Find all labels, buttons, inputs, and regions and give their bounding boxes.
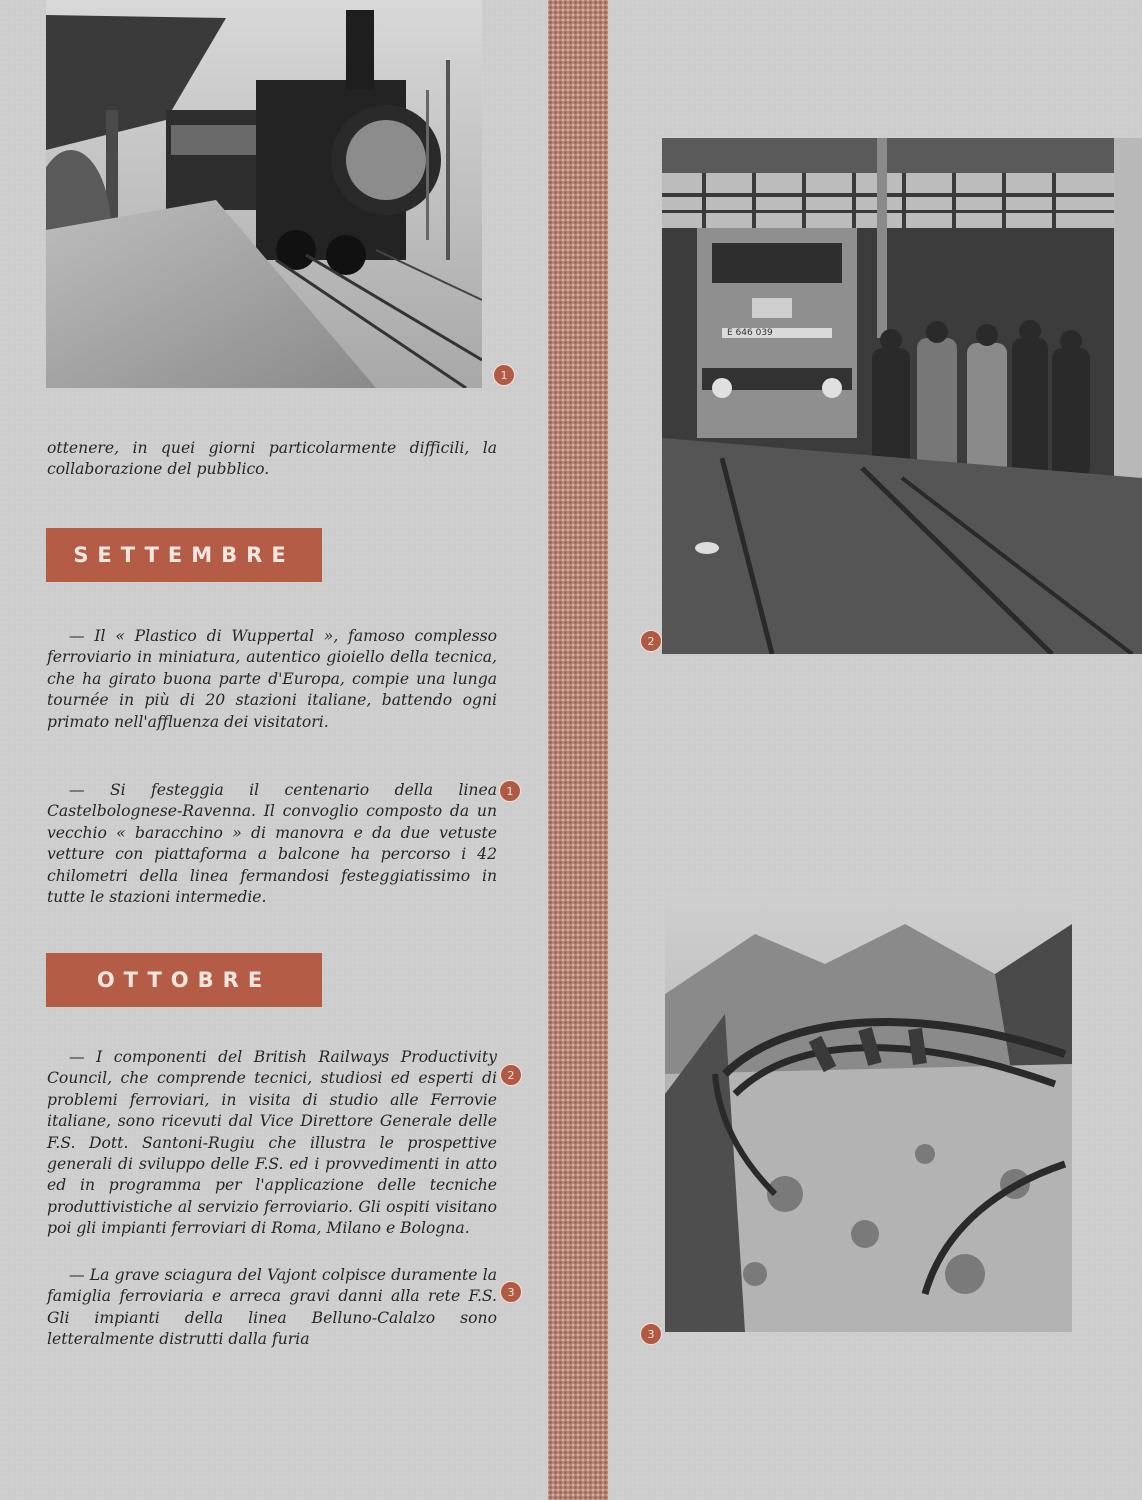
photo-number-badge: 3	[640, 1323, 662, 1345]
photo-number-badge: 1	[493, 364, 515, 386]
paragraph-text: — Si festeggia il centenario della linea Castelbolognese-Ravenna. Il convoglio composto da un vecchio « baracchino » di manovra e da due vetuste vetture con piattaforma a balcone ha percorso i 42 chilometri della linea fermandosi festeggiatissimo in tutte le stazioni intermedie.	[47, 781, 497, 907]
text-reference-badge: 1	[499, 780, 521, 802]
paragraph-plastico-wuppertal	[47, 626, 497, 733]
paragraph-text: — La grave sciagura del Vajont colpisce duramente la famiglia ferroviaria e arreca gravi danni alla rete F.S. Gli impianti della linea Belluno-Calalzo sono letteralmente distrutti dalla furia	[47, 1266, 497, 1349]
section-banner-ottobre: OTTOBRE	[46, 953, 322, 1007]
loco-number-text: E 646 039	[727, 328, 773, 338]
photo-electric-locomotive-depot	[662, 138, 1142, 654]
paragraph-vajont	[47, 1265, 497, 1351]
intro-paragraph: ottenere, in quei giorni particolarmente difficili, la collaborazione del pubblico.	[47, 439, 497, 479]
photo-number-badge: 2	[640, 630, 662, 652]
photo-steam-locomotive	[46, 0, 482, 388]
text-reference-badge: 3	[500, 1281, 522, 1303]
section-banner-settembre: SETTEMBRE	[46, 528, 322, 582]
center-decorative-strip	[548, 0, 608, 1500]
paragraph-text: — I componenti del British Railways Productivity Council, che comprende tecnici, studiosi ed esperti di problemi ferroviari, in visita di studio alle Ferrovie italiane, sono ricevuti dal Vice Direttore Generale delle F.S. Dott. Santoni-Rugiu che illustra le prospettive generali di sviluppo delle F.S. ed i provvedimenti in atto ed in programma per l'applicazione delle tecniche produttivistiche al servizio ferroviario. Gli ospiti visitano poi gli impianti ferroviari di Roma, Milano e Bologna.	[47, 1048, 497, 1238]
paragraph-british-railways	[47, 1047, 497, 1240]
text-reference-badge: 2	[500, 1064, 522, 1086]
paragraph-castelbolognese-ravenna	[47, 780, 497, 908]
paragraph-text: — Il « Plastico di Wuppertal », famoso complesso ferroviario in miniatura, autentico gioiello della tecnica, che ha girato buona parte d'Europa, compie una lunga tournée in più di 20 stazioni italiane, battendo ogni primato nell'affluenza dei visitatori.	[47, 627, 497, 731]
photo-vajont-destroyed-rails	[665, 894, 1072, 1332]
